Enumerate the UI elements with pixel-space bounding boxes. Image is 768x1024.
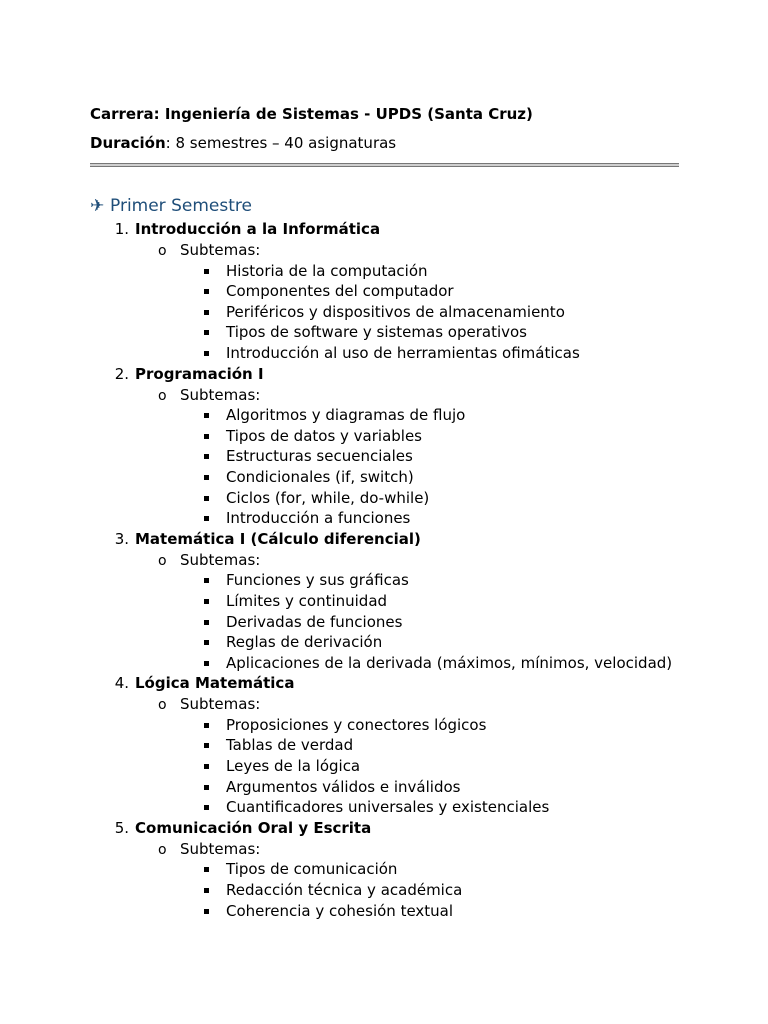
document-page (90, 103, 680, 921)
topic-text: Algoritmos y diagramas de flujo (226, 406, 466, 425)
course-title-row (90, 529, 680, 550)
topic-text: Proposiciones y conectores lógicos (226, 715, 487, 734)
subtopics-label: Subtemas: (180, 241, 261, 259)
course-item (90, 364, 680, 529)
square-bullet-icon (204, 640, 209, 645)
course-title-row (90, 364, 680, 385)
topic-item (90, 632, 680, 653)
course-title: Comunicación Oral y Escrita (135, 818, 372, 837)
subtopics-label: Subtemas: (180, 839, 261, 858)
course-title: Programación I (135, 364, 264, 383)
semester-heading-text: Primer Semestre (110, 196, 252, 216)
topic-item (90, 508, 680, 529)
course-number-cell (90, 529, 135, 550)
topic-item (90, 343, 680, 364)
topic-item (90, 426, 680, 447)
square-bullet-icon (204, 805, 209, 810)
circle-bullet-icon: o (158, 243, 167, 259)
subtopics-label-row (90, 550, 680, 571)
square-bullet-icon (204, 269, 209, 274)
topic-item (90, 570, 680, 591)
topic-text: Tablas de verdad (226, 736, 354, 755)
course-item (90, 219, 680, 364)
course-number-cell (90, 219, 135, 240)
subtopics-label: Subtemas: (180, 385, 261, 404)
subtopics-label-row (90, 694, 680, 715)
semester-heading (90, 194, 680, 218)
square-bullet-icon (204, 475, 209, 480)
course-title: Matemática I (Cálculo diferencial) (135, 529, 421, 548)
topic-text: Condicionales (if, switch) (226, 467, 414, 486)
square-bullet-icon (204, 330, 209, 335)
course-title-row (90, 818, 680, 839)
course-number: 4. (114, 674, 129, 693)
topic-text: Tipos de comunicación (226, 860, 398, 879)
topic-text: Introducción a funciones (226, 509, 411, 528)
square-bullet-icon (204, 867, 209, 872)
circle-bullet-icon: o (158, 697, 167, 714)
square-bullet-icon (204, 785, 209, 790)
square-bullet-icon (204, 661, 209, 666)
square-bullet-icon (204, 310, 209, 315)
topic-text: Tipos de datos y variables (226, 426, 422, 445)
topic-text: Coherencia y cohesión textual (226, 901, 454, 920)
topic-item (90, 467, 680, 488)
circle-bullet-icon: o (158, 552, 167, 569)
course-item (90, 529, 680, 674)
subtopics-label-row (90, 839, 680, 860)
topic-list (90, 570, 680, 673)
topic-text: Estructuras secuenciales (226, 447, 413, 466)
square-bullet-icon (204, 289, 209, 294)
square-bullet-icon (204, 578, 209, 583)
topic-text: Argumentos válidos e inválidos (226, 777, 461, 796)
topic-text: Reglas de derivación (226, 633, 383, 652)
duration-label: Duración (90, 134, 166, 152)
course-item (90, 818, 680, 921)
course-title-row (90, 673, 680, 694)
career-line: Carrera: Ingeniería de Sistemas - UPDS (Santa Cruz) (90, 105, 533, 123)
topic-item (90, 653, 680, 674)
topic-item (90, 281, 680, 302)
topic-text: Introducción al uso de herramientas ofimáticas (226, 343, 580, 362)
square-bullet-icon (204, 496, 209, 501)
subtopics-label-row (90, 240, 680, 261)
topic-text: Redacción técnica y académica (226, 881, 463, 900)
topic-text: Periféricos y dispositivos de almacenamiento (226, 302, 565, 321)
course-item (90, 673, 680, 818)
topic-text: Tipos de software y sistemas operativos (226, 323, 527, 342)
course-list (90, 219, 680, 921)
topic-text: Historia de la computación (226, 261, 428, 280)
topic-text: Aplicaciones de la derivada (máximos, mínimos, velocidad) (226, 653, 673, 672)
topic-item (90, 715, 680, 736)
square-bullet-icon (204, 413, 209, 418)
airplane-icon: ✈ (90, 196, 105, 216)
square-bullet-icon (204, 723, 209, 728)
topic-item (90, 591, 680, 612)
topic-list (90, 859, 680, 921)
topic-item (90, 302, 680, 323)
topic-text: Derivadas de funciones (226, 612, 403, 631)
square-bullet-icon (204, 764, 209, 769)
topic-item (90, 880, 680, 901)
topic-text: Funciones y sus gráficas (226, 571, 409, 590)
topic-item (90, 322, 680, 343)
course-number-cell (90, 818, 135, 839)
subtopics-label-row (90, 385, 680, 406)
square-bullet-icon (204, 888, 209, 893)
topic-item (90, 735, 680, 756)
topic-item (90, 859, 680, 880)
topic-list (90, 261, 680, 364)
topic-text: Ciclos (for, while, do-while) (226, 488, 430, 507)
square-bullet-icon (204, 620, 209, 625)
circle-bullet-icon: o (158, 387, 167, 404)
square-bullet-icon (204, 743, 209, 748)
square-bullet-icon (204, 351, 209, 356)
topic-list (90, 405, 680, 529)
topic-item (90, 901, 680, 922)
topic-item (90, 405, 680, 426)
duration-line (90, 132, 680, 154)
square-bullet-icon (204, 909, 209, 914)
horizontal-divider (90, 163, 679, 167)
topic-item (90, 612, 680, 633)
square-bullet-icon (204, 454, 209, 459)
topic-text: Componentes del computador (226, 282, 454, 301)
course-title-row (90, 219, 680, 240)
topic-item (90, 488, 680, 509)
topic-item (90, 777, 680, 798)
square-bullet-icon (204, 599, 209, 604)
subtopics-label: Subtemas: (180, 550, 261, 569)
topic-text: Leyes de la lógica (226, 757, 361, 776)
square-bullet-icon (204, 516, 209, 521)
duration-value: : 8 semestres – 40 asignaturas (165, 134, 397, 152)
course-number-cell (90, 364, 135, 385)
course-number: 5. (114, 818, 129, 837)
subtopics-label: Subtemas: (180, 695, 261, 714)
course-number: 2. (114, 364, 129, 383)
topic-item (90, 756, 680, 777)
course-number-cell (90, 673, 135, 694)
topic-item (90, 446, 680, 467)
topic-text: Límites y continuidad (226, 591, 388, 610)
topic-text: Cuantificadores universales y existenciales (226, 798, 550, 817)
course-title: Lógica Matemática (135, 674, 295, 693)
topic-list (90, 715, 680, 818)
square-bullet-icon (204, 434, 209, 439)
course-number: 1. (114, 220, 129, 238)
course-number: 3. (114, 529, 129, 548)
circle-bullet-icon: o (158, 841, 167, 858)
course-title: Introducción a la Informática (135, 220, 381, 238)
topic-item (90, 261, 680, 282)
topic-item (90, 797, 680, 818)
